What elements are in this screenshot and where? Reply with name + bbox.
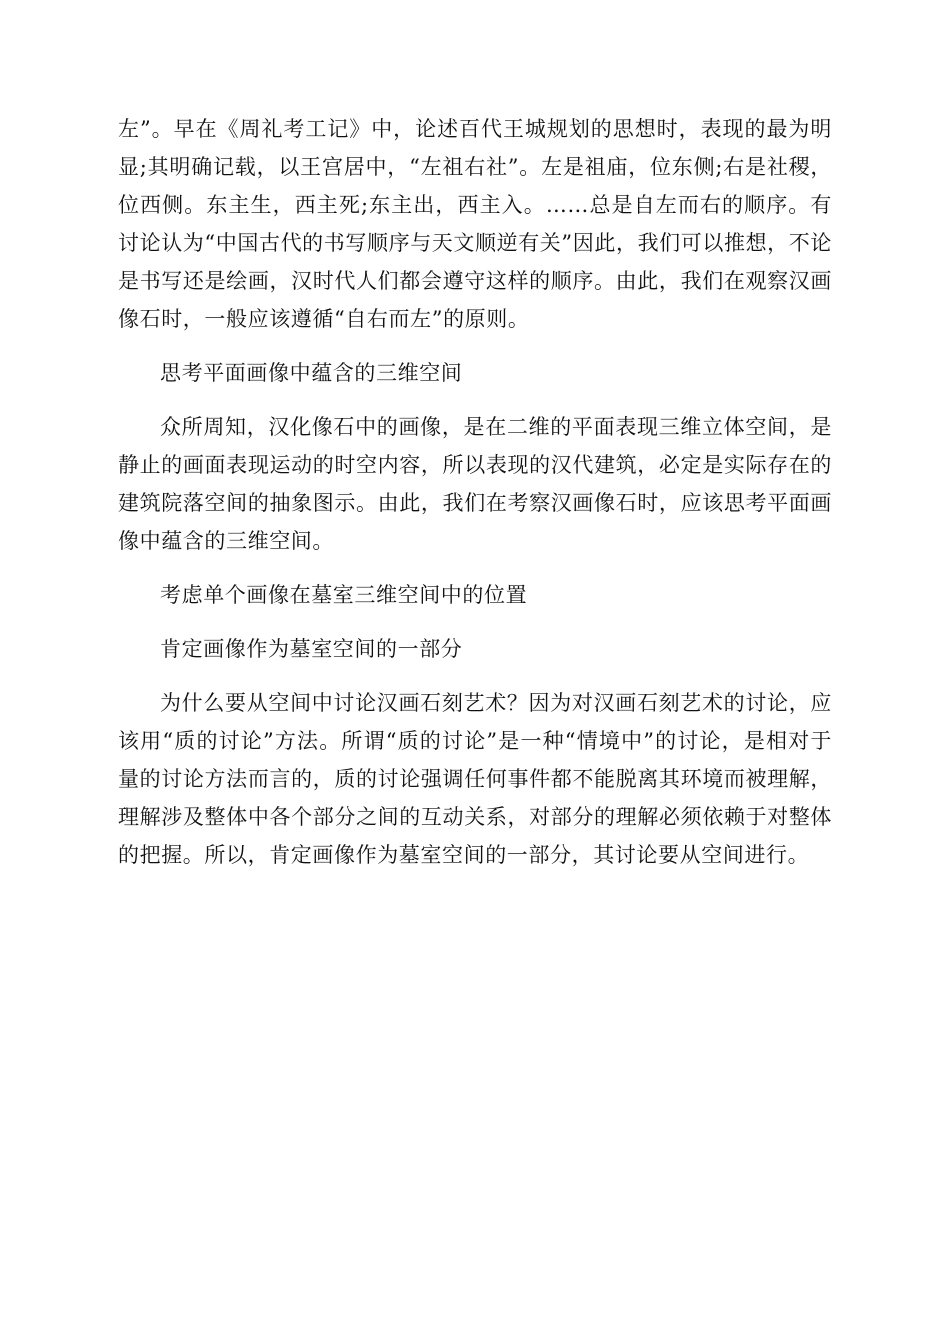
paragraph-2: 众所周知，汉化像石中的画像，是在二维的平面表现三维立体空间，是静止的画面表现运动的时空内容，所以表现的汉代建筑，必定是实际存在的建筑院落空间的抽象图示。由此，我们在考察汉画像石时，应该思考平面画像中蕴含的三维空间。 xyxy=(118,415,832,553)
section-heading-tomb-position: 考虑单个画像在墓室三维空间中的位置 xyxy=(160,583,528,607)
section-heading-tomb-part: 肯定画像作为墓室空间的一部分 xyxy=(160,637,463,661)
paragraph-3: 为什么要从空间中讨论汉画石刻艺术？因为对汉画石刻艺术的讨论，应该用“质的讨论”方法。所谓“质的讨论”是一种“情境中”的讨论，是相对于量的讨论方法而言的，质的讨论强调任何事件都不能脱离其环境而被理解，理解涉及整体中各个部分之间的互动关系，对部分的理解必须依赖于对整体的把握。所以，肯定画像作为墓室空间的一部分，其讨论要从空间进行。 xyxy=(118,691,832,867)
paragraph-1: 左”。早在《周礼考工记》中，论述百代王城规划的思想时，表现的最为明显;其明确记载，以王宫居中，“左祖右社”。左是祖庙，位东侧;右是社稷，位西侧。东主生，西主死;东主出，西主入。……总是自左而右的顺序。有讨论认为“中国古代的书写顺序与天文顺逆有关”因此，我们可以推想，不论是书写还是绘画，汉时代人们都会遵守这样的顺序。由此，我们在观察汉画像石时，一般应该遵循“自右而左”的原则。 xyxy=(118,117,832,331)
section-heading-3d-space: 思考平面画像中蕴含的三维空间 xyxy=(160,361,463,385)
document-page xyxy=(118,110,832,890)
